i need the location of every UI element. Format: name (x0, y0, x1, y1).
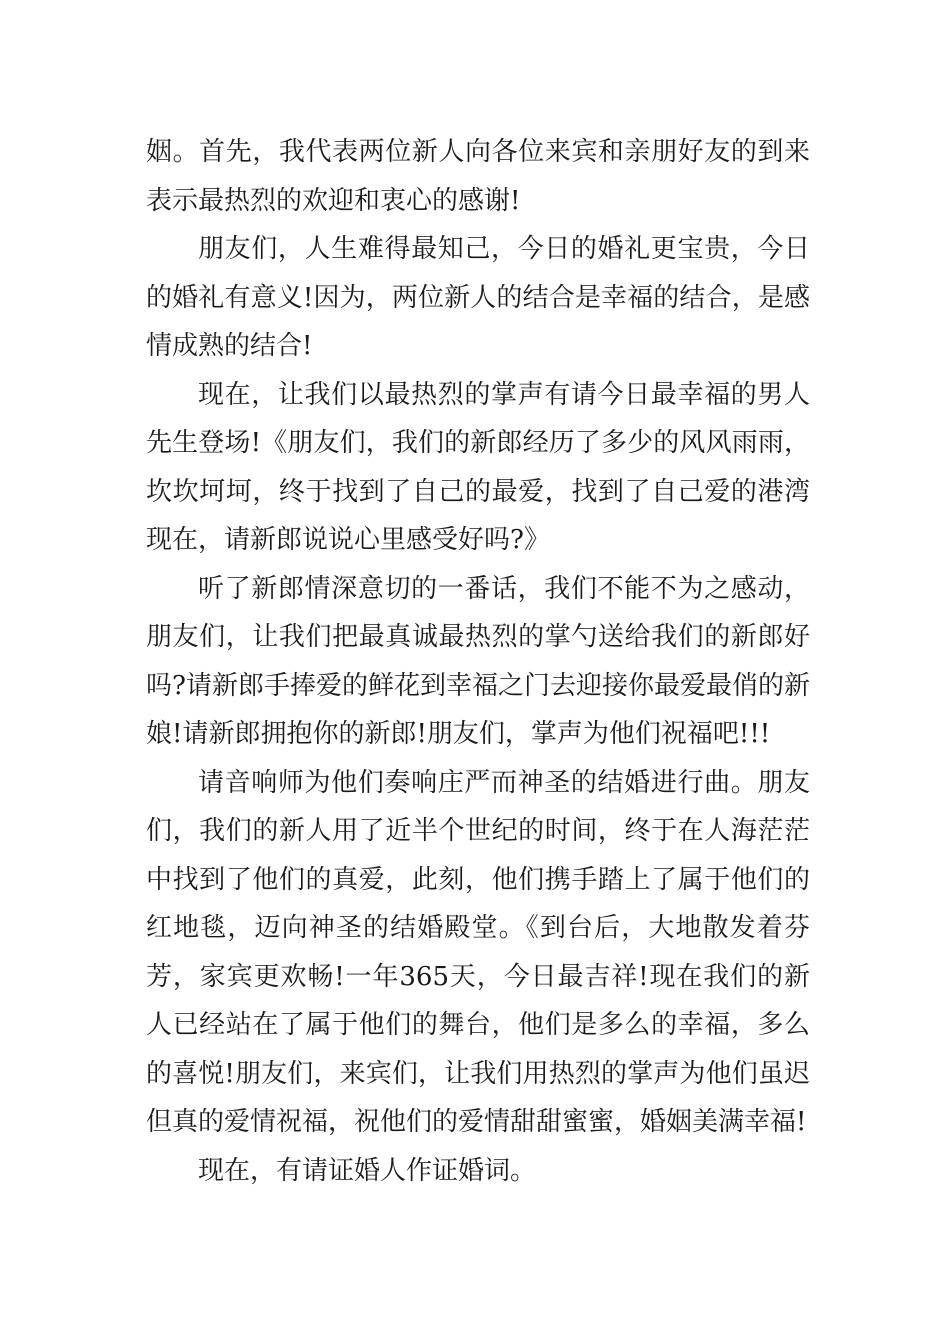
paragraph-1: 姻。首先，我代表两位新人向各位来宾和亲朋好友的到来表示最热烈的欢迎和衷心的感谢! (146, 137, 810, 216)
document-body (146, 128, 810, 1195)
paragraph-5: 请音响师为他们奏响庄严而神圣的结婚进行曲。朋友们，我们的新人用了近半个世纪的时间，终于在人海茫茫中找到了他们的真爱，此刻，他们携手踏上了属于他们的红地毯，迈向神圣的结婚殿堂。《到台后，大地散发着芬芳，家宾更欢畅!一年365天，今日最吉祥!现在我们的新人已经站在了属于他们的舞台，他们是多么的幸福，多么的喜悦!朋友们，来宾们，让我们用热烈的掌声为他们虽迟但真的爱情祝福，祝他们的爱情甜甜蜜蜜，婚姻美满幸福! (146, 767, 810, 1137)
paragraph-2: 朋友们，人生难得最知己，今日的婚礼更宝贵，今日的婚礼有意义!因为，两位新人的结合是幸福的结合，是感情成熟的结合! (146, 234, 810, 361)
paragraph-3: 现在，让我们以最热烈的掌声有请今日最幸福的男人先生登场!《朋友们，我们的新郎经历了多少的风风雨雨，坎坎坷坷，终于找到了自己的最爱，找到了自己爱的港湾现在，请新郎说说心里感受好吗?》 (146, 379, 810, 555)
paragraph-6: 现在，有请证婚人作证婚词。 (198, 1155, 537, 1186)
paragraph-4: 听了新郎情深意切的一番话，我们不能不为之感动，朋友们，让我们把最真诚最热烈的掌勺送给我们的新郎好吗?请新郎手捧爱的鲜花到幸福之门去迎接你最爱最俏的新娘!请新郎拥抱你的新郎!朋友们，掌声为他们祝福吧!!! (146, 573, 810, 749)
